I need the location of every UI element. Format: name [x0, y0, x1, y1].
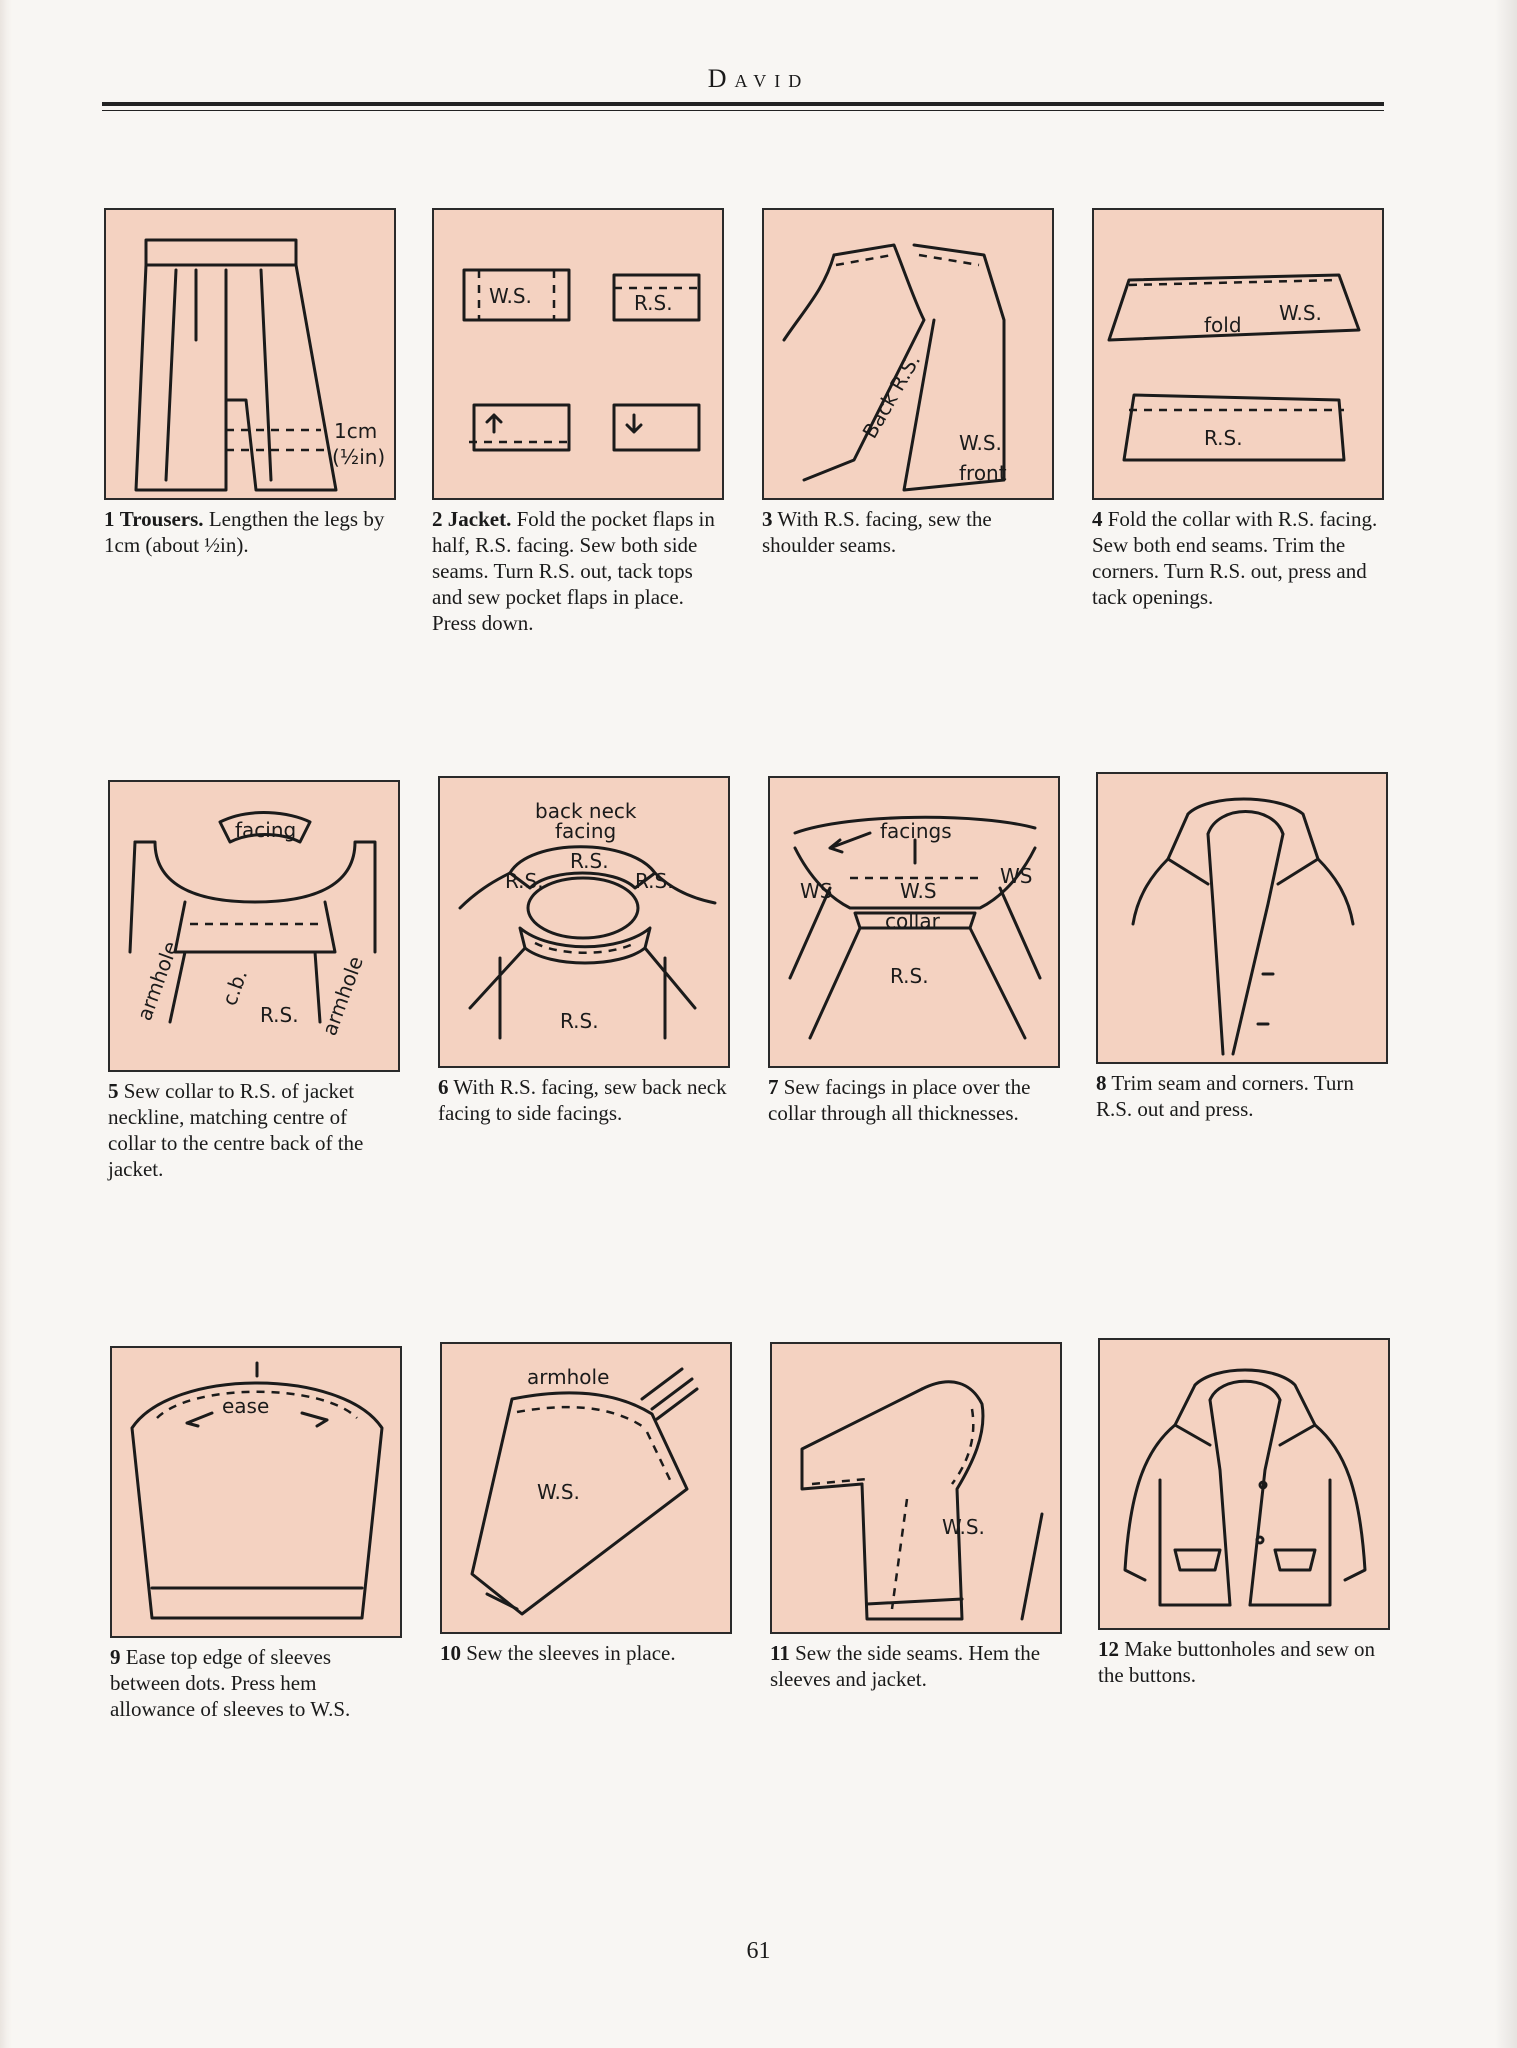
pocket-flap-illustration [432, 208, 724, 500]
svg-text:R.S.: R.S. [635, 869, 674, 893]
svg-text:R.S.: R.S. [560, 1009, 599, 1033]
svg-text:armhole: armhole [317, 953, 368, 1039]
svg-text:facing: facing [235, 818, 297, 842]
running-head: David [707, 64, 810, 93]
svg-text:back neck: back neck [535, 799, 637, 823]
sleeve-ease-illustration [110, 1346, 402, 1638]
step-6-caption: 6 With R.S. facing, sew back neck facing to side facings. [438, 1075, 727, 1125]
step-4 [1092, 208, 1392, 610]
step-1-caption: 1 Trousers. Lengthen the legs by 1cm (about ½in). [104, 507, 385, 557]
svg-text:R.S.: R.S. [634, 291, 673, 315]
step-9-caption: 9 Ease top edge of sleeves between dots. Press hem allowance of sleeves to W.S. [110, 1645, 351, 1721]
step-2-caption: 2 Jacket. Fold the pocket flaps in half, R.S. facing. Sew both side seams. Turn R.S. out, tack tops and sew pocket flaps in place. Press down. [432, 507, 715, 635]
collar-attach-illustration [108, 780, 400, 1072]
svg-text:R.S.: R.S. [890, 964, 929, 988]
shoulder-seam-illustration [762, 208, 1054, 500]
page-gutter [1495, 0, 1517, 2048]
step-10 [440, 1342, 740, 1666]
svg-text:W.S.: W.S. [537, 1480, 580, 1504]
svg-text:front: front [959, 461, 1007, 485]
svg-text:W.S.: W.S. [959, 431, 1002, 455]
header-rule [102, 102, 1384, 106]
step-8-caption: 8 Trim seam and corners. Turn R.S. out and press. [1096, 1071, 1354, 1121]
svg-text:facings: facings [880, 819, 952, 843]
svg-text:R.S.: R.S. [570, 849, 609, 873]
step-2 [432, 208, 732, 636]
step-10-caption: 10 Sew the sleeves in place. [440, 1641, 676, 1665]
page-edge [0, 0, 12, 2048]
step-3 [762, 208, 1062, 558]
step-12 [1098, 1338, 1398, 1688]
svg-text:ease: ease [222, 1394, 270, 1418]
step-5-caption: 5 Sew collar to R.S. of jacket neckline, matching centre of collar to the centre back of the jacket. [108, 1079, 364, 1181]
facing-sew-illustration [768, 776, 1060, 1068]
step-12-caption: 12 Make buttonholes and sew on the buttons. [1098, 1637, 1376, 1687]
svg-text:R.S.: R.S. [260, 1003, 299, 1027]
page-number: 61 [746, 1938, 771, 1964]
step-4-caption: 4 Fold the collar with R.S. facing. Sew both end seams. Trim the corners. Turn R.S. out, press and tack openings. [1092, 507, 1378, 609]
svg-text:armhole: armhole [132, 938, 183, 1024]
step-7-caption: 7 Sew facings in place over the collar through all thicknesses. [768, 1075, 1031, 1125]
svg-text:(½in): (½in) [332, 445, 386, 469]
header-rule-thin [102, 110, 1384, 111]
side-seam-illustration [770, 1342, 1062, 1634]
neck-facing-illustration [438, 776, 730, 1068]
step-1 [104, 208, 404, 558]
svg-text:W.S.: W.S. [489, 284, 532, 308]
svg-text:WS: WS [800, 879, 833, 903]
step-11 [770, 1342, 1070, 1692]
step-5 [108, 780, 408, 1182]
step-7 [768, 776, 1068, 1126]
svg-text:R.S.: R.S. [1204, 426, 1243, 450]
trousers-illustration [104, 208, 396, 500]
svg-text:R.S.: R.S. [505, 869, 544, 893]
sleeve-set-illustration [440, 1342, 732, 1634]
finished-jacket-illustration [1098, 1338, 1390, 1630]
collar-illustration [1092, 208, 1384, 500]
step-8 [1096, 772, 1396, 1122]
step-9 [110, 1346, 410, 1722]
svg-text:fold: fold [1204, 313, 1242, 337]
svg-text:WS: WS [1000, 864, 1033, 888]
svg-text:armhole: armhole [527, 1365, 610, 1389]
jacket-front-illustration [1096, 772, 1388, 1064]
svg-text:W.S.: W.S. [942, 1515, 985, 1539]
svg-text:W.S: W.S [900, 879, 937, 903]
svg-text:Back R.S.: Back R.S. [857, 349, 926, 443]
svg-text:1cm: 1cm [334, 419, 378, 443]
svg-text:facing: facing [555, 819, 617, 843]
step-6 [438, 776, 738, 1126]
svg-text:W.S.: W.S. [1279, 301, 1322, 325]
svg-text:c.b.: c.b. [217, 966, 253, 1009]
step-3-caption: 3 With R.S. facing, sew the shoulder seams. [762, 507, 992, 557]
svg-text:collar: collar [885, 909, 940, 933]
step-11-caption: 11 Sew the side seams. Hem the sleeves and jacket. [770, 1641, 1041, 1691]
